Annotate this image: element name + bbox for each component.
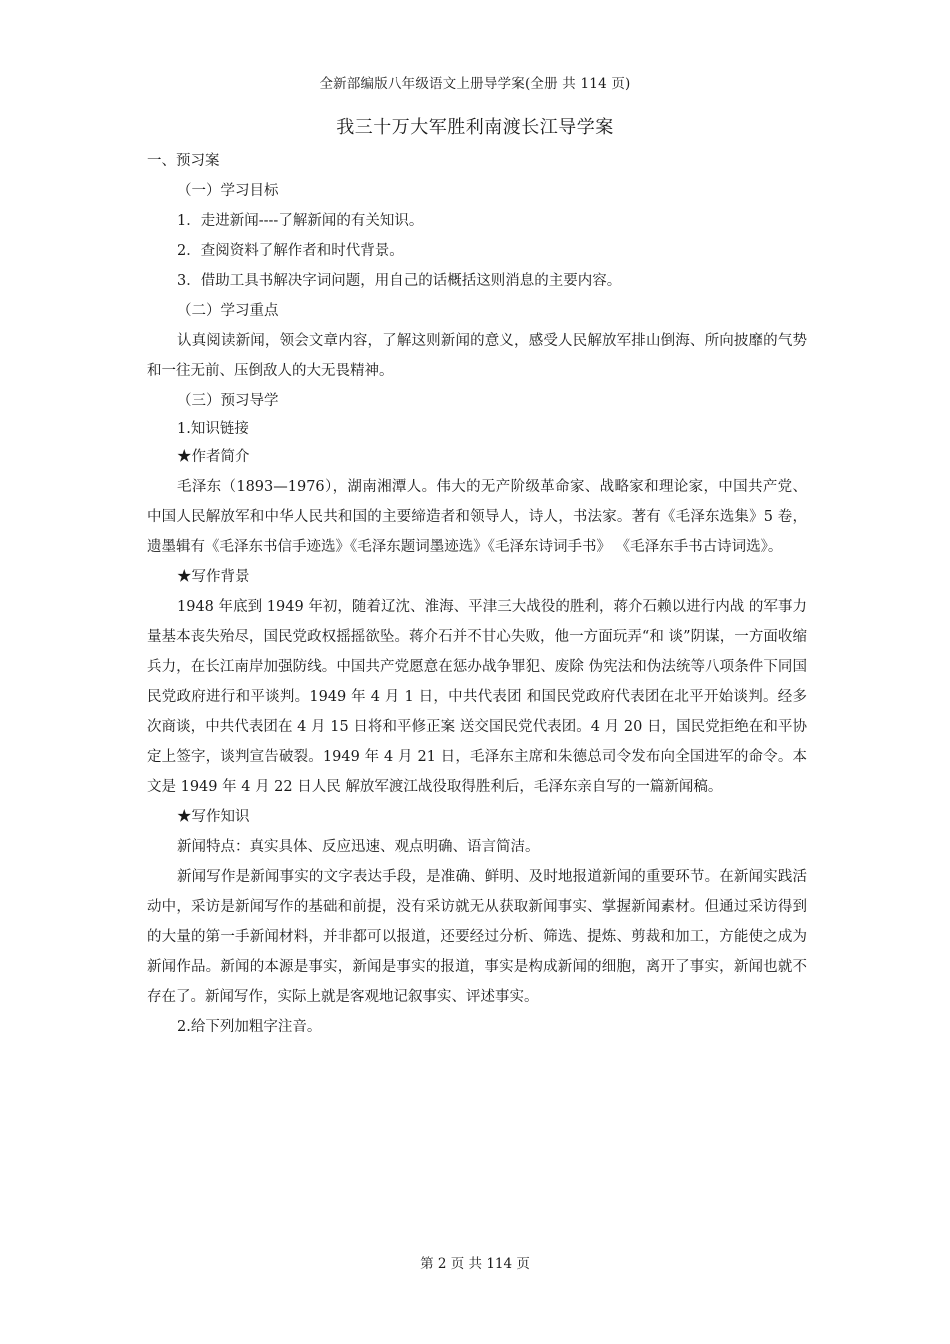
section-heading-preview: 一、预习案 (147, 153, 220, 169)
subheading-preview-guide: （三）预习导学 (177, 393, 279, 409)
goal-item: 3．借助工具书解决字词问题，用自己的话概括这则消息的主要内容。 (177, 273, 622, 289)
goal-item: 1．走进新闻----了解新闻的有关知识。 (177, 213, 424, 229)
news-writing-paragraph: 新闻写作是新闻事实的文字表达手段，是准确、鲜明、及时地报道新闻的重要环节。在新闻实践活动中，采访是新闻写作的基础和前提，没有采访就无从获取新闻事实、掌握新闻素材。但通过采访得到的大量的第一手新闻材料，并非都可以报道，还要经过分析、筛选、提炼、剪裁和加工，方能使之成为新闻作品。新闻的本源是事实，新闻是事实的报道，事实是构成新闻的细胞，离开了事实，新闻也就不存在了。新闻写作，实际上就是客观地记叙事实、评述事实。 (147, 869, 807, 1005)
writing-knowledge-heading: ★写作知识 (177, 809, 250, 825)
news-features-line: 新闻特点：真实具体、反应迅速、观点明确、语言简洁。 (177, 839, 540, 855)
author-heading: ★作者简介 (177, 449, 250, 465)
subheading-learning-goals: （一）学习目标 (177, 183, 279, 199)
knowledge-link-label: 1.知识链接 (177, 421, 249, 437)
subheading-key-points: （二）学习重点 (177, 303, 279, 319)
background-paragraph: 1948 年底到 1949 年初，随着辽沈、淮海、平津三大战役的胜利，蒋介石赖以进行内战 的军事力量基本丧失殆尽，国民党政权摇摇欲坠。蒋介石并不甘心失败，他一方面玩弄“和 谈”阴谋，一方面收缩兵力，在长江南岸加强防线。中国共产党愿意在惩办战争罪犯、废除 伪宪法和伪法统等八项条件下同国民党政府进行和平谈判。1949 年 4 月 1 日，中共代表团 和国民党政府代表团在北平开始谈判。经多次商谈，中共代表团在 4 月 15 日将和平修正案 送交国民党代表团。4 月 20 日，国民党拒绝在和平协定上签字，谈判宣告破裂。1949 年 4 月 21 日，毛泽东主席和朱德总司令发布向全国进军的命令。本文是 1949 年 4 月 22 日人民 解放军渡江战役取得胜利后，毛泽东亲自写的一篇新闻稿。 (147, 599, 807, 795)
page-title: 我三十万大军胜利南渡长江导学案 (336, 117, 614, 138)
running-header: 全新部编版八年级语文上册导学案(全册 共 114 页) (319, 76, 631, 92)
page-footer: 第 2 页 共 114 页 (420, 1256, 530, 1272)
pinyin-task-line: 2.给下列加粗字注音。 (177, 1019, 322, 1035)
document-body (147, 146, 807, 1042)
key-points-paragraph: 认真阅读新闻，领会文章内容，了解这则新闻的意义，感受人民解放军排山倒海、所向披靡的气势和一往无前、压倒敌人的大无畏精神。 (147, 333, 807, 379)
author-paragraph: 毛泽东（1893—1976），湖南湘潭人。伟大的无产阶级革命家、战略家和理论家，中国共产党、中国人民解放军和中华人民共和国的主要缔造者和领导人，诗人，书法家。著有《毛泽东选集》5 卷，遗墨辑有《毛泽东书信手迹选》《毛泽东题词墨迹选》《毛泽东诗词手书》 《毛泽东手书古诗词选》。 (147, 479, 807, 555)
goal-item: 2．查阅资料了解作者和时代背景。 (177, 243, 404, 259)
background-heading: ★写作背景 (177, 569, 250, 585)
